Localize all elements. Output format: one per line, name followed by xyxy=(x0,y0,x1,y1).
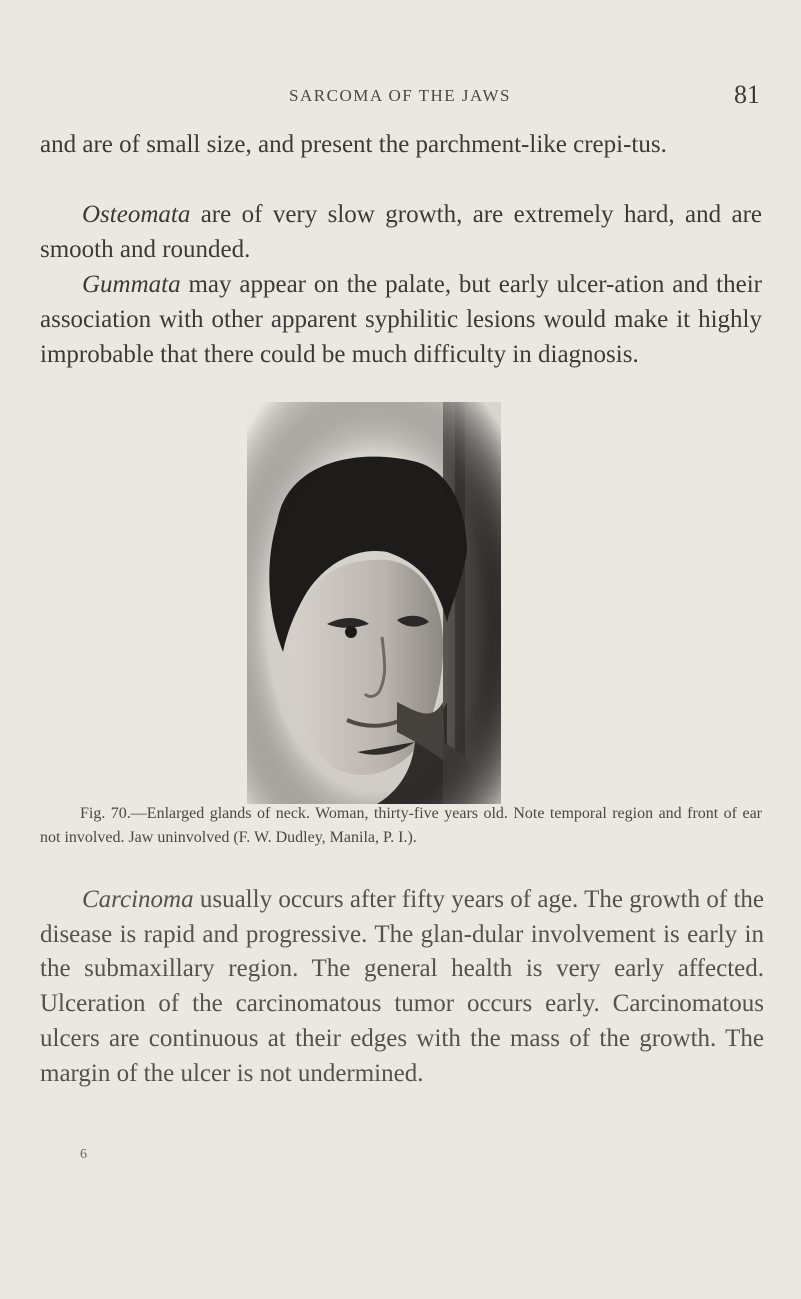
figure-caption xyxy=(40,802,762,849)
figure-photograph xyxy=(247,402,501,804)
term-gummata: Gummata xyxy=(82,271,181,298)
paragraph-continuation: and are of small size, and present the parchment-like crepi-tus. xyxy=(40,131,667,158)
term-carcinoma: Carcinoma xyxy=(82,886,194,913)
paragraph-osteomata-text: are of very slow growth, are extremely hard, and are smooth and rounded. xyxy=(40,201,762,264)
portrait-photo xyxy=(247,402,501,804)
figure-caption-text: Fig. 70.—Enlarged glands of neck. Woman, thirty-five years old. Note temporal region and front of ear not involved. Jaw uninvolved (F. W. Dudley, Manila, P. I.). xyxy=(40,805,762,846)
paragraph-carcinoma-text: usually occurs after fifty years of age. The growth of the disease is rapid and progressive. The glan-dular involvement is early in the submaxillary region. The general health is very early affected. Ulceration of the carcinomatous tumor occurs early. Carcinomatous ulcers are continuous at their edges with the mass of the growth. The margin of the ulcer is not undermined. xyxy=(40,886,764,1087)
term-osteomata: Osteomata xyxy=(82,201,191,228)
paragraph-gummata-text: may appear on the palate, but early ulcer-ation and their association with other apparent syphilitic lesions would make it highly improbable that there could be much difficulty in diagnosis. xyxy=(40,271,762,369)
signature-mark: 6 xyxy=(80,1147,87,1162)
page-header xyxy=(40,80,760,116)
page-number: 81 xyxy=(734,80,760,109)
paragraph-osteomata xyxy=(40,197,762,267)
running-head: SARCOMA OF THE JAWS xyxy=(289,86,511,105)
paragraph-carcinoma xyxy=(40,883,764,1091)
paragraph-gummata xyxy=(40,267,762,373)
